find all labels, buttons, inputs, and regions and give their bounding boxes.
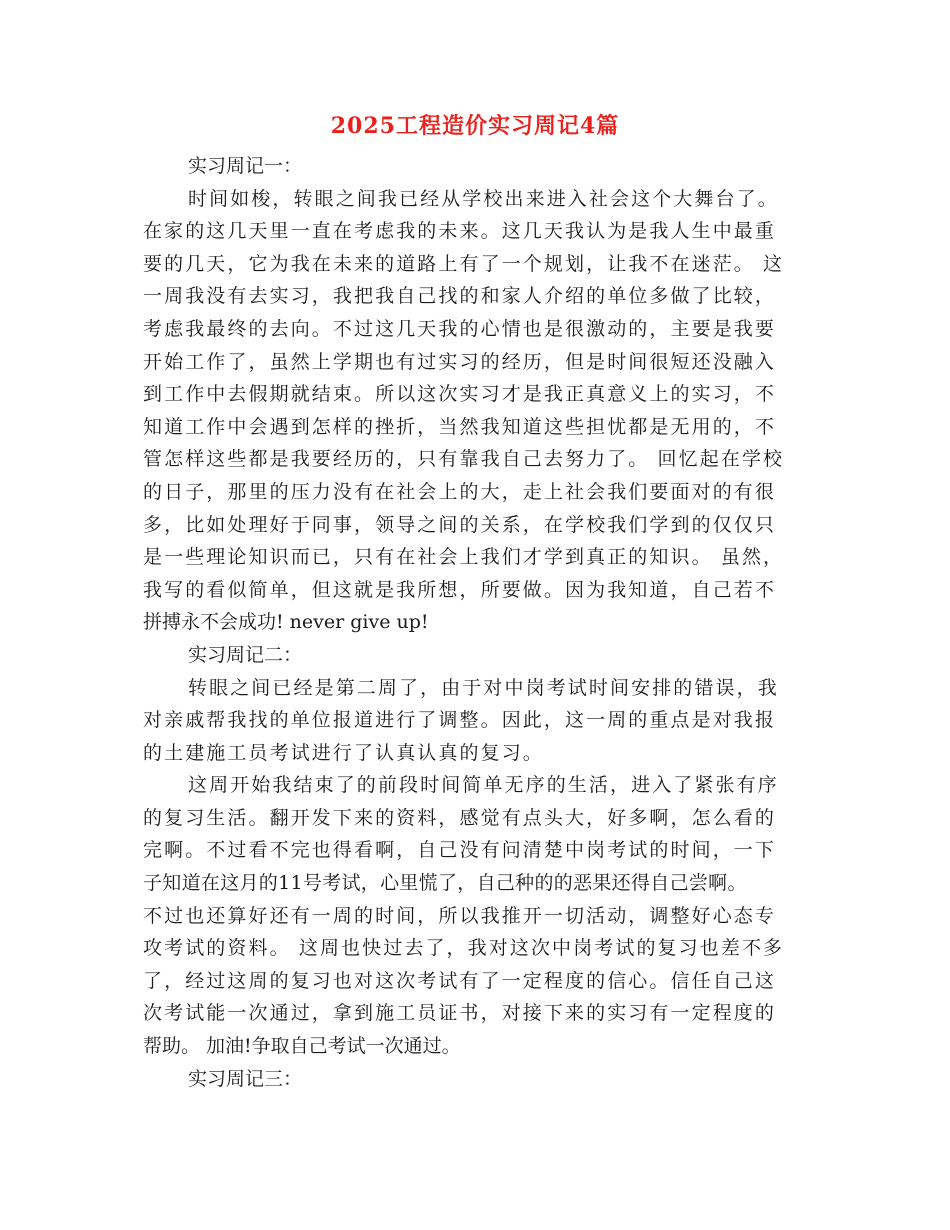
paragraph-line: 拼搏永不会成功! never give up!: [143, 611, 429, 634]
paragraph-line: 这周开始我结束了的前段时间简单无序的生活，进入了紧张有序: [188, 774, 779, 797]
paragraph-line: 次考试能一次通过，拿到施工员证书，对接下来的实习有一定程度的: [143, 1002, 777, 1025]
paragraph-line: 了，经过这周的复习也对这次考试有了一定程度的信心。信任自己这: [143, 969, 777, 992]
document-body: [143, 150, 803, 1095]
paragraph-line: 的复习生活。翻开发下来的资料，感觉有点头大，好多啊，怎么看的: [143, 806, 777, 829]
paragraph-line: 是一些理论知识而已，只有在社会上我们才学到真正的知识。 虽然，: [143, 546, 785, 569]
paragraph-line: 一周我没有去实习，我把我自己找的和家人介绍的单位多做了比较，: [143, 285, 777, 308]
paragraph-line: 多，比如处理好于同事，领导之间的关系，在学校我们学到的仅仅只: [143, 513, 777, 536]
paragraph-line: 管怎样这些都是我要经历的，只有靠我自己去努力了。 回忆起在学校: [143, 448, 785, 471]
paragraph-line: 要的几天，它为我在未来的道路上有了一个规划，让我不在迷茫。 这: [143, 252, 785, 275]
paragraph-line: 知道工作中会遇到怎样的挫折，当然我知道这些担忧都是无用的，不: [143, 415, 777, 438]
document-title: 2025工程造价实习周记4篇: [330, 113, 620, 139]
paragraph-line: 完啊。不过看不完也得看啊，自己没有问清楚中岗考试的时间，一下: [143, 839, 777, 862]
paragraph-line: 在家的这几天里一直在考虑我的未来。这几天我认为是我人生中最重: [143, 220, 777, 243]
paragraph-line: 的日子，那里的压力没有在社会上的大，走上社会我们要面对的有很: [143, 480, 777, 503]
section-heading-week-1: 实习周记一：: [188, 155, 303, 177]
paragraph-line: 时间如梭，转眼之间我已经从学校出来进入社会这个大舞台了。: [188, 187, 779, 210]
paragraph-line: 我写的看似简单，但这就是我所想，所要做。因为我知道，自己若不: [143, 578, 777, 601]
paragraph-line: 帮助。 加油!争取自己考试一次通过。: [143, 1035, 461, 1058]
section-heading-week-3: 实习周记三：: [188, 1067, 303, 1090]
paragraph-line: 的土建施工员考试进行了认真认真的复习。: [143, 741, 544, 764]
paragraph-line: 考虑我最终的去向。不过这几天我的心情也是很激动的，主要是我要: [143, 317, 777, 340]
paragraph-line: 子知道在这月的11号考试，心里慌了，自己种的的恶果还得自己尝啊。: [143, 872, 747, 895]
paragraph-line: 不过也还算好还有一周的时间，所以我推开一切活动，调整好心态专: [143, 904, 777, 927]
section-heading-week-2: 实习周记二：: [188, 643, 303, 666]
paragraph-line: 转眼之间已经是第二周了，由于对中岗考试时间安排的错误，我: [188, 676, 779, 699]
paragraph-line: 到工作中去假期就结束。所以这次实习才是我正真意义上的实习，不: [143, 383, 777, 406]
paragraph-line: 攻考试的资料。 这周也快过去了，我对这次中岗考试的复习也差不多: [143, 937, 785, 960]
paragraph-line: 开始工作了，虽然上学期也有过实习的经历，但是时间很短还没融入: [143, 350, 777, 373]
paragraph-line: 对亲戚帮我找的单位报道进行了调整。因此，这一周的重点是对我报: [143, 709, 777, 732]
